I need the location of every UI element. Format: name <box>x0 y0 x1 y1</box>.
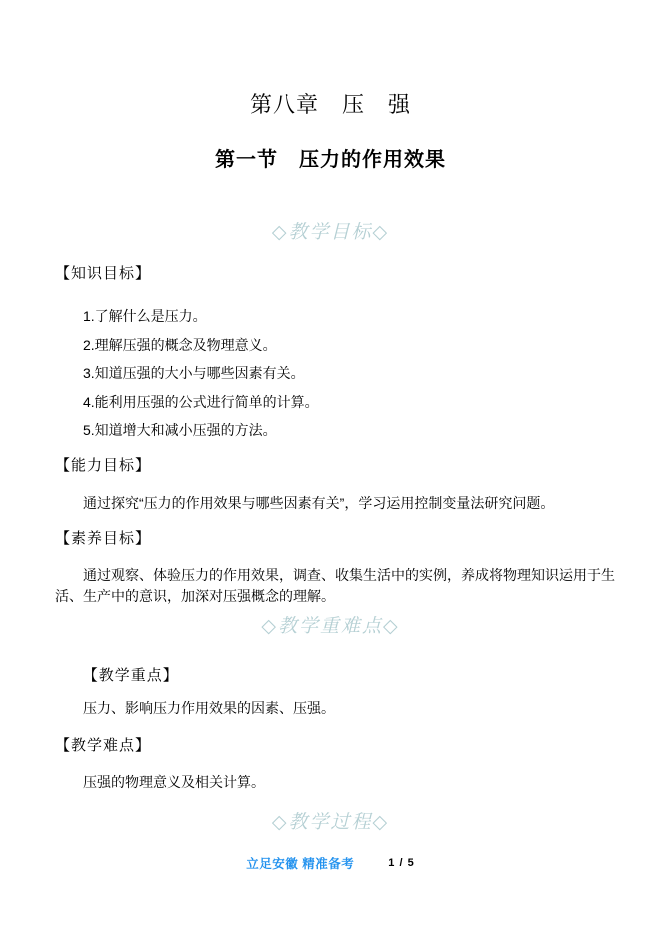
heading-teaching-process: ◇教学过程◇ <box>271 812 390 833</box>
list-item: 5.知道增大和减小压强的方法。 <box>83 422 277 438</box>
page-number: 1 / 5 <box>388 857 415 869</box>
label-teaching-difficulty: 【教学难点】 <box>55 737 152 754</box>
chapter-title: 第八章 压 强 <box>249 92 411 117</box>
list-item: 2.理解压强的概念及物理意义。 <box>83 336 277 353</box>
teaching-difficulty-text: 压强的物理意义及相关计算。 <box>83 774 265 790</box>
teaching-focus-text: 压力、影响压力作用效果的因素、压强。 <box>83 700 335 716</box>
footer-slogan: 立足安徽 精准备考 <box>246 857 355 871</box>
label-knowledge-objectives: 【知识目标】 <box>55 265 152 282</box>
label-teaching-focus: 【教学重点】 <box>82 667 179 684</box>
section-title: 第一节 压力的作用效果 <box>215 149 446 171</box>
list-item: 1.了解什么是压力。 <box>83 308 207 324</box>
ability-objectives-text: 通过探究“压力的作用效果与哪些因素有关”，学习运用控制变量法研究问题。 <box>83 495 555 511</box>
list-item: 4.能利用压强的公式进行简单的计算。 <box>83 393 319 410</box>
heading-teaching-objectives: ◇教学目标◇ <box>271 222 390 243</box>
list-item: 3.知道压强的大小与哪些因素有关。 <box>83 365 305 381</box>
literacy-objectives-text: 通过观察、体验压力的作用效果，调查、收集生活中的实例，养成将物理知识运用于生活、生产中的意识，加深对压强概念的理解。 <box>55 567 615 604</box>
page-footer <box>0 854 661 872</box>
knowledge-objectives-list <box>55 306 619 449</box>
heading-key-difficult-points: ◇教学重难点◇ <box>261 616 400 637</box>
label-ability-objectives: 【能力目标】 <box>55 457 152 474</box>
label-literacy-objectives: 【素养目标】 <box>55 530 152 547</box>
